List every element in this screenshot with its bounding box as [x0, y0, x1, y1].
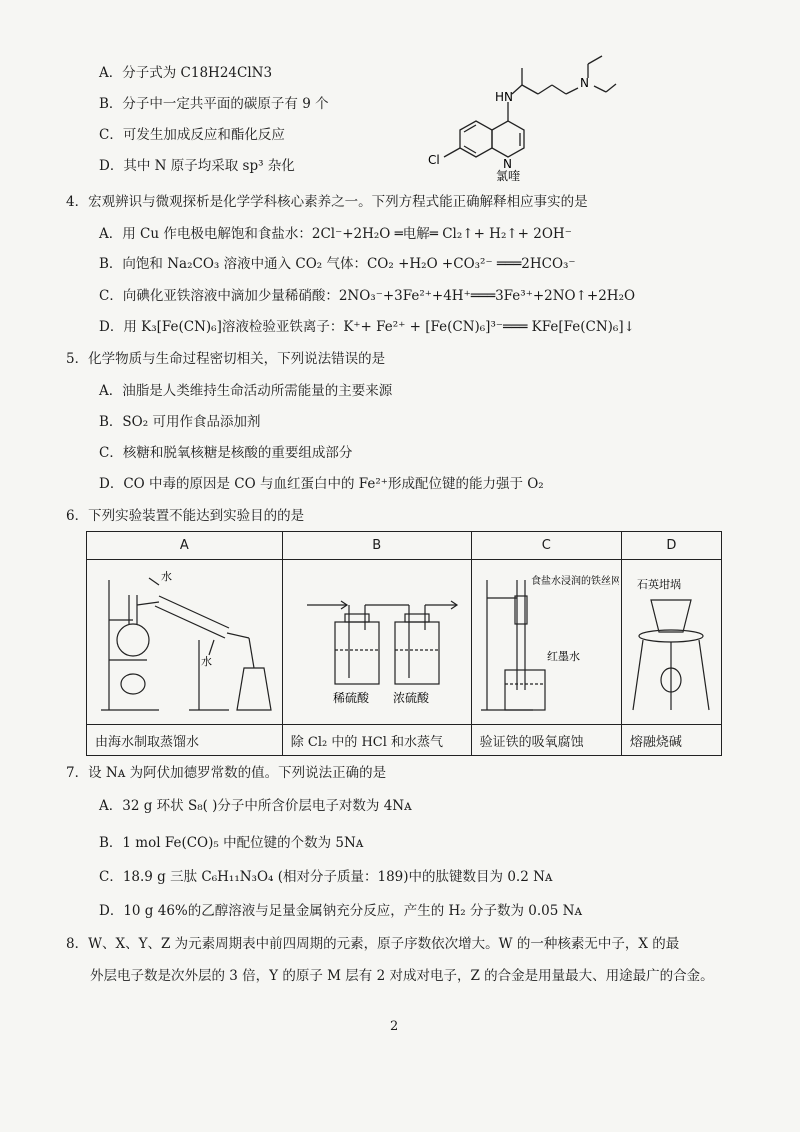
q3-option-c: C．可发生加成反应和酯化反应 [99, 127, 285, 143]
q8-line-2: 外层电子数是次外层的 3 倍，Y 的原子 M 层有 2 对成对电子，Z 的合金是用量最大、用途最广的合金。 [90, 968, 714, 984]
crucible-apparatus [623, 560, 719, 720]
q4-stem: 4．宏观辨识与微观探析是化学学科核心素养之一。下列方程式能正确解释相应事实的是 [66, 194, 588, 210]
q4-option-c: C．向碘化亚铁溶液中滴加少量稀硝酸：2NO₃⁻+3Fe²⁺+4H⁺═══3Fe³⁺+2NO↑+2H₂O [99, 288, 636, 304]
apparatus-a-cell [87, 560, 283, 725]
q5-option-d: D．CO 中毒的原因是 CO 与血红蛋白中的 Fe²⁺形成配位键的能力强于 O₂ [99, 476, 544, 492]
ink-label: 红墨水 [547, 650, 581, 663]
water-in-label: 水 [161, 570, 173, 583]
q7-option-a: A．32 g 环状 S₈( )分子中所含价层电子对数为 4Nᴀ [99, 798, 412, 814]
q3-option-b: B．分子中一定共平面的碳原子有 9 个 [99, 96, 329, 112]
conc-acid-label: 浓硫酸 [392, 691, 429, 705]
mol-cl-label: Cl [428, 153, 440, 167]
q7-option-d: D．10 g 46%的乙醇溶液与足量金属钠充分反应，产生的 H₂ 分子数为 0.05 Nᴀ [99, 903, 583, 919]
q5-option-a: A．油脂是人类维持生命活动所需能量的主要来源 [99, 383, 393, 399]
page-number: 2 [390, 1019, 399, 1034]
caption-d: 熔融烧碱 [621, 725, 721, 756]
distillation-apparatus [89, 560, 279, 720]
mol-name-label: 氯喹 [496, 169, 521, 183]
q7-stem: 7．设 Nᴀ 为阿伏加德罗常数的值。下列说法正确的是 [66, 765, 387, 781]
q7-option-b: B．1 mol Fe(CO)₅ 中配位键的个数为 5Nᴀ [99, 835, 364, 851]
q4-option-b: B．向饱和 Na₂CO₃ 溶液中通入 CO₂ 气体：CO₂ +H₂O +CO₃²⁻ ═══2HCO₃⁻ [99, 256, 576, 272]
experiment-table [86, 531, 722, 756]
q4-option-a: A．用 Cu 作电极电解饱和食盐水：2Cl⁻+2H₂O ═电解═ Cl₂↑+ H₂↑+ 2OH⁻ [99, 226, 572, 242]
dilute-acid-label: 稀硫酸 [332, 691, 369, 705]
crucible-label: 石英坩埚 [637, 578, 682, 591]
corrosion-apparatus [473, 560, 619, 720]
apparatus-d-cell [621, 560, 721, 725]
col-header-a: A [87, 532, 283, 560]
q7-option-c: C．18.9 g 三肽 C₆H₁₁N₃O₄ (相对分子质量：189)中的肽键数目为 0.2 Nᴀ [99, 869, 553, 885]
water-out-label: 水 [201, 655, 213, 668]
q5-stem: 5．化学物质与生命过程密切相关，下列说法错误的是 [66, 351, 386, 367]
chloroquine-structure [400, 50, 620, 185]
apparatus-b-cell [282, 560, 471, 725]
q5-option-b: B．SO₂ 可用作食品添加剂 [99, 414, 261, 430]
q5-option-c: C．核糖和脱氧核糖是核酸的重要组成部分 [99, 445, 353, 461]
col-header-b: B [282, 532, 471, 560]
gas-washing-bottles [287, 560, 467, 720]
caption-c: 验证铁的吸氧腐蚀 [471, 725, 621, 756]
col-header-d: D [621, 532, 721, 560]
mesh-label: 食盐水浸润的铁丝网 [531, 576, 620, 587]
apparatus-c-cell [471, 560, 621, 725]
caption-b: 除 Cl₂ 中的 HCl 和水蒸气 [282, 725, 471, 756]
q3-option-d: D．其中 N 原子均采取 sp³ 杂化 [99, 158, 295, 174]
mol-ring-n-label: N [503, 157, 512, 171]
q8-line-1: 8．W、X、Y、Z 为元素周期表中前四周期的元素，原子序数依次增大。W 的一种核素无中子，X 的最 [66, 936, 680, 952]
mol-n-label: N [580, 76, 589, 90]
caption-a: 由海水制取蒸馏水 [87, 725, 283, 756]
q4-option-d: D．用 K₃[Fe(CN)₆]溶液检验亚铁离子：K⁺+ Fe²⁺ + [Fe(CN)₆]³⁻═══ KFe[Fe(CN)₆]↓ [99, 319, 635, 335]
col-header-c: C [471, 532, 621, 560]
mol-hn-label: HN [495, 90, 513, 104]
q6-stem: 6．下列实验装置不能达到实验目的的是 [66, 508, 305, 524]
q3-option-a: A．分子式为 C18H24ClN3 [99, 65, 273, 81]
